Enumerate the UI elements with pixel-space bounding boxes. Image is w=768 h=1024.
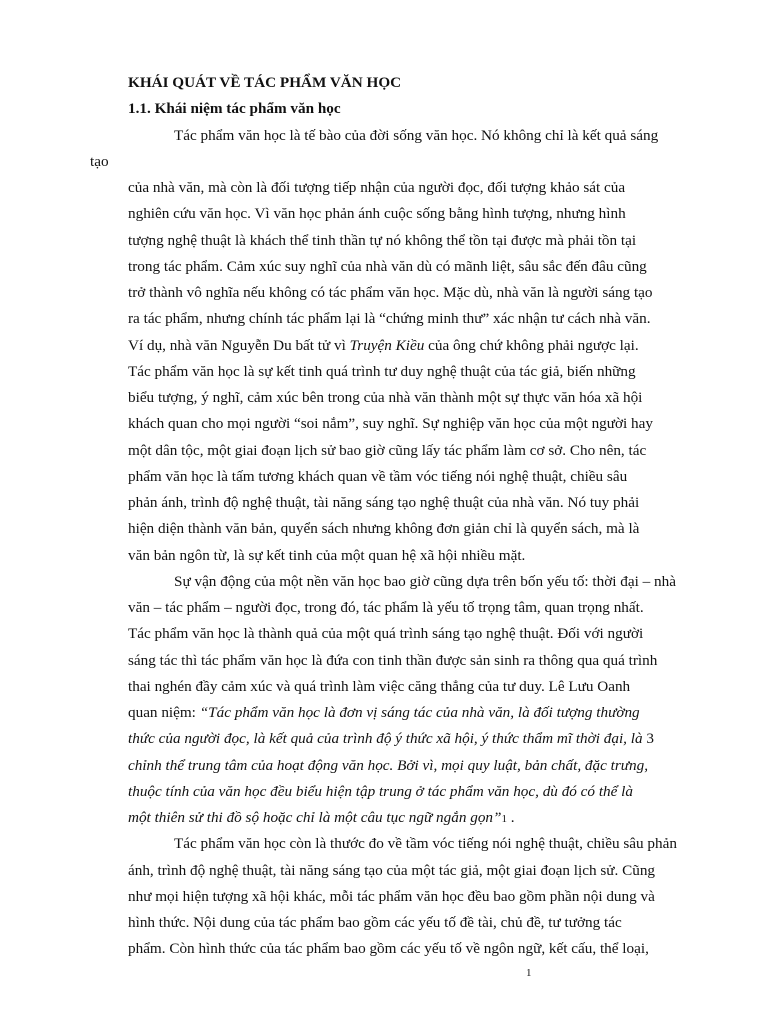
text-line: của nhà văn, mà còn là đối tượng tiếp nhận của người đọc, đối tượng khảo sát của bbox=[128, 179, 626, 196]
text-line: văn – tác phẩm – người đọc, trong đó, tác phẩm là yếu tố trọng tâm, quan trọng nhất. bbox=[128, 599, 644, 616]
text-line: trở thành vô nghĩa nếu không có tác phẩm văn học. Mặc dù, nhà văn là người sáng tạo bbox=[128, 284, 653, 301]
text-line: sáng tác thì tác phẩm văn học là đứa con tinh thần được sản sinh ra thông qua quá trình bbox=[128, 652, 658, 669]
page-number: 1 bbox=[526, 967, 532, 979]
text-line: phẩm văn học là tấm tương khách quan về tầm vóc tiếng nói nghệ thuật, chiều sâu bbox=[128, 468, 628, 485]
document-title: KHÁI QUÁT VỀ TÁC PHẨM VĂN HỌC bbox=[128, 74, 402, 91]
text-line bbox=[128, 808, 515, 829]
text-line: ánh, trình độ nghệ thuật, tài năng sáng tạo của một tác giả, một giai đoạn lịch sử. Cũng bbox=[128, 862, 656, 879]
text-line: một dân tộc, một giai đoạn lịch sử bao giờ cũng lấy tác phẩm làm cơ sở. Cho nên, tác bbox=[128, 442, 647, 459]
text-line: thai nghén đầy cảm xúc và quá trình làm việc căng thẳng của tư duy. Lê Lưu Oanh bbox=[128, 678, 631, 695]
text-line: tạo bbox=[90, 153, 109, 170]
text-line: hiện diện thành văn bản, quyển sách nhưng không đơn giản chỉ là quyển sách, mà là bbox=[128, 520, 640, 537]
text-line bbox=[128, 703, 640, 723]
text-line: tượng nghệ thuật là khách thể tinh thần tự nó không thể tồn tại được mà phải tồn tại bbox=[128, 232, 637, 249]
section-heading: 1.1. Khái niệm tác phẩm văn học bbox=[128, 100, 341, 117]
quote-line: chỉnh thể trung tâm của hoạt động văn học. Bởi vì, mọi quy luật, bản chất, đặc trưng, bbox=[128, 757, 649, 774]
text-line bbox=[128, 336, 639, 356]
text-line: Tác phẩm văn học còn là thước đo về tầm vóc tiếng nói nghệ thuật, chiều sâu phản bbox=[174, 835, 677, 852]
text-line: phẩm. Còn hình thức của tác phẩm bao gồm các yếu tố về ngôn ngữ, kết cấu, thể loại, bbox=[128, 940, 649, 957]
text-line: Tác phẩm văn học là thành quả của một quá trình sáng tạo nghệ thuật. Đối với người bbox=[128, 625, 644, 642]
quote-italic: “Tác phẩm văn học là đơn vị sáng tác của nhà văn, là đối tượng thường bbox=[199, 704, 640, 721]
text-line: Tác phẩm văn học là sự kết tinh quá trình tư duy nghệ thuật của tác giả, biến những bbox=[128, 363, 636, 380]
quote-italic: một thiên sử thi đồ sộ hoặc chỉ là một câu tục ngữ ngắn gọn” bbox=[128, 809, 502, 826]
text-line: như mọi hiện tượng xã hội khác, mỗi tác phẩm văn học đều bao gồm phần nội dung và bbox=[128, 888, 655, 905]
text-line: biểu tượng, ý nghĩ, cảm xúc bên trong của nhà văn thành một sự thực văn hóa xã hội bbox=[128, 389, 643, 406]
text-line: phản ánh, trình độ nghệ thuật, tài năng sáng tạo nghệ thuật của nhà văn. Nó tuy phải bbox=[128, 494, 640, 511]
text-line: Sự vận động của một nền văn học bao giờ cũng dựa trên bốn yếu tố: thời đại – nhà bbox=[174, 573, 676, 590]
text-line: khách quan cho mọi người “soi nắm”, suy nghĩ. Sự nghiệp văn học của một người hay bbox=[128, 415, 653, 432]
text-line: ra tác phẩm, nhưng chính tác phẩm lại là “chứng minh thư” xác nhận tư cách nhà văn. bbox=[128, 310, 651, 327]
text-run: Ví dụ, nhà văn Nguyễn Du bất tử vì bbox=[128, 337, 350, 354]
text-line: nghiên cứu văn học. Vì văn học phản ánh cuộc sống bằng hình tượng, nhưng hình bbox=[128, 205, 626, 222]
text-line: Tác phẩm văn học là tế bào của đời sống văn học. Nó không chỉ là kết quả sáng bbox=[174, 127, 659, 144]
text-line: hình thức. Nội dung của tác phẩm bao gồm các yếu tố đề tài, chủ đề, tư tưởng tác bbox=[128, 914, 622, 931]
text-run: 3 bbox=[642, 730, 654, 747]
text-run: của ông chứ không phải ngược lại. bbox=[424, 337, 639, 354]
text-line bbox=[128, 729, 654, 749]
text-run: . bbox=[506, 809, 515, 826]
work-title-italic: Truyện Kiều bbox=[349, 337, 425, 354]
quote-italic: thức của người đọc, là kết quả của trình độ ý thức xã hội, ý thức thẩm mĩ thời đại, là bbox=[128, 730, 643, 747]
text-line: văn bản ngôn từ, là sự kết tinh của một quan hệ xã hội nhiều mặt. bbox=[128, 547, 526, 564]
text-run: quan niệm: bbox=[128, 704, 200, 721]
text-line: trong tác phẩm. Cảm xúc suy nghĩ của nhà văn dù có mãnh liệt, sâu sắc đến đâu cũng bbox=[128, 258, 647, 275]
footnote-marker[interactable]: 1 bbox=[501, 813, 507, 825]
quote-line: thuộc tính của văn học đều biểu hiện tập trung ở tác phẩm văn học, dù đó có thể là bbox=[128, 783, 633, 800]
